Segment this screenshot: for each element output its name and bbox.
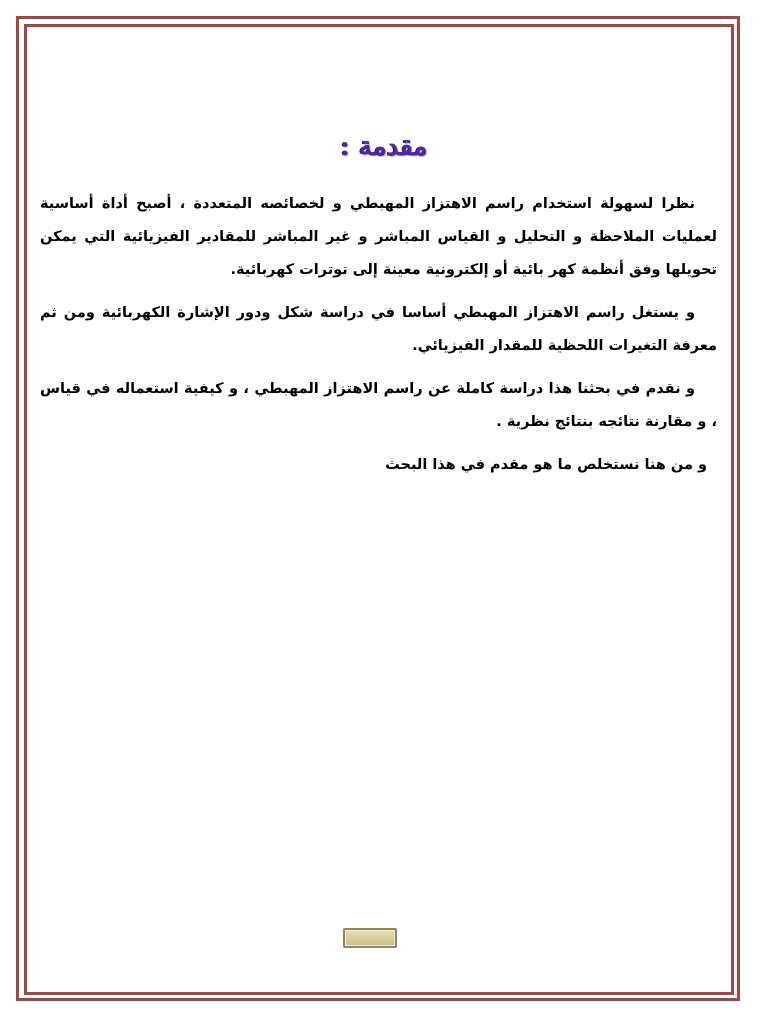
paragraph-conclusion: و من هنا نستخلص ما هو مقدم في هذا البحث bbox=[385, 457, 707, 473]
paragraph-study: و نقدم في بحثنا هذا دراسة كاملة عن راسم الاهتزاز المهبطي ، و كيفية استعماله في قياس ، و مقارنة نتائجه بنتائج نظرية . bbox=[40, 381, 717, 430]
page-nav-button[interactable] bbox=[343, 928, 397, 948]
paragraph-usage: و يستغل راسم الاهتزاز المهبطي أساسا في دراسة شكل ودور الإشارة الكهربائية ومن ثم معرفة التغيرات اللحظية للمقدار الفيزيائي. bbox=[40, 305, 717, 354]
page-border-inner bbox=[24, 24, 734, 995]
page-title: مقدمة : bbox=[340, 132, 428, 162]
paragraph-intro: نظرا لسهولة استخدام راسم الاهتزاز المهبطي و لخصائصه المتعددة ، أصبح أداة أساسية لعمليات الملاحظة و التحليل و القياس المباشر و غير المباشر للمقادير الفيزيائية التي يمكن تحويلها وفق أنظمة كهر بائية أو إلكترونية معينة إلى توترات كهربائية. bbox=[40, 196, 717, 278]
body-text bbox=[40, 188, 717, 492]
